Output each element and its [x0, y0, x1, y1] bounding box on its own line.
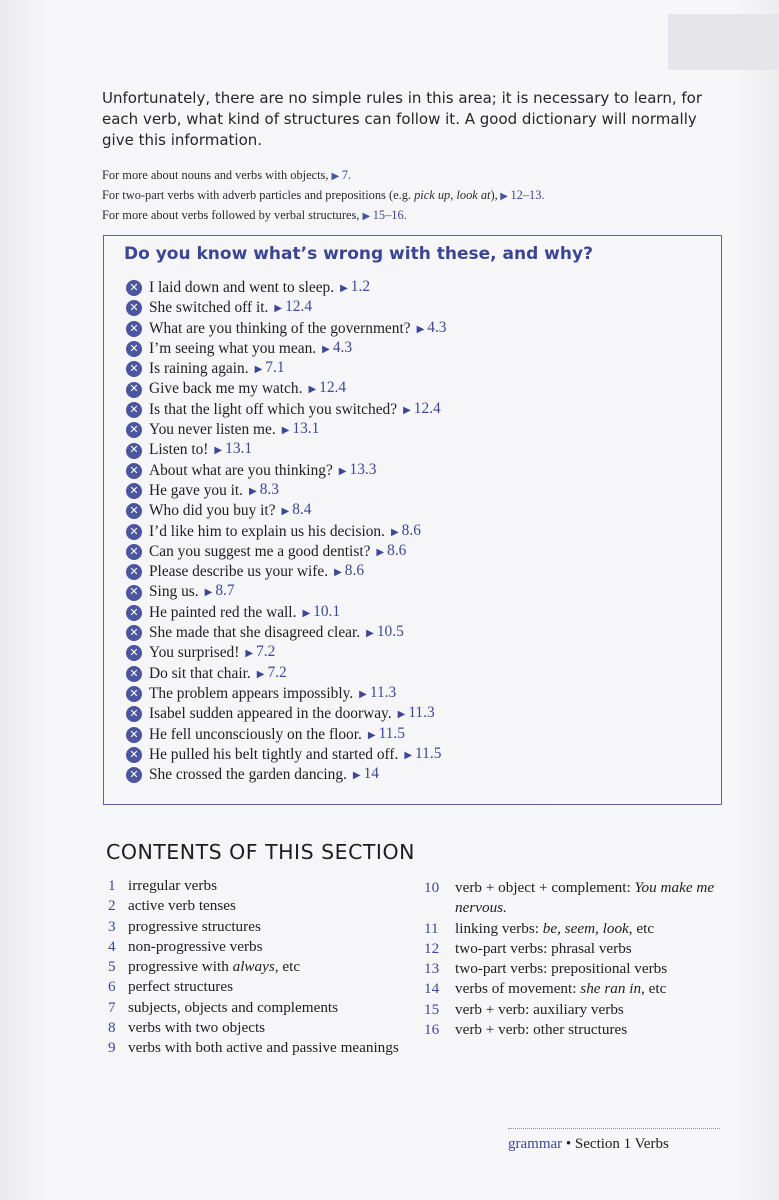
triangle-right-icon: ▶: [416, 323, 425, 335]
reference-text: For more about nouns and verbs with objects,: [102, 168, 332, 182]
reference-number: 7.2: [267, 663, 287, 681]
entry-text: verbs with two objects: [128, 1019, 266, 1037]
entry-text: two-part verbs: prepositional verbs: [455, 960, 668, 978]
entry-number: 7: [108, 998, 116, 1016]
triangle-right-icon: ▶: [366, 628, 374, 640]
triangle-right-icon: ▶: [362, 211, 373, 222]
wrong-sentence: Is raining again.: [149, 360, 249, 378]
cross-reference-line: [102, 186, 722, 206]
contents-column-right: [424, 878, 734, 1040]
triangle-right-icon: ▶: [254, 364, 263, 376]
triangle-right-icon: ▶: [308, 384, 317, 396]
entry-title: [455, 878, 734, 919]
entry-title: [128, 917, 428, 937]
contents-entry: [108, 1018, 428, 1038]
triangle-right-icon: ▶: [331, 171, 342, 182]
reference-number: 10.1: [313, 602, 341, 620]
list-item: [126, 623, 447, 643]
entry-text: verb + verb: other structures: [455, 1021, 628, 1039]
list-item: [126, 603, 447, 623]
x-circle-icon: ✕: [126, 361, 142, 377]
intro-paragraph: Unfortunately, there are no simple rules in this area; it is necessary to learn, for each verb, what kind of structures can follow it. A good dictionary will normally give this information.: [102, 89, 702, 149]
entry-example: You make me nervous.: [455, 879, 715, 917]
wrong-sentence: She crossed the garden dancing.: [149, 766, 347, 784]
list-item: [126, 643, 447, 663]
reference-number: 14: [363, 765, 379, 783]
section-reference: [245, 642, 275, 664]
list-item: [126, 298, 447, 318]
entry-example: she ran in: [580, 980, 642, 998]
entry-title: [455, 979, 734, 999]
entry-text: irregular verbs: [128, 877, 217, 894]
entry-text: subjects, objects and complements: [128, 998, 339, 1016]
x-circle-icon: ✕: [126, 503, 142, 519]
wrong-sentence: Give back me my watch.: [149, 380, 303, 398]
section-reference: [339, 460, 377, 482]
wrong-sentence: Is that the light off which you switched?: [149, 400, 398, 418]
list-item: [126, 664, 447, 684]
list-item: [126, 359, 447, 379]
x-circle-icon: ✕: [126, 727, 142, 743]
list-item: [126, 704, 447, 724]
entry-title: [455, 1020, 734, 1040]
x-circle-icon: ✕: [126, 463, 142, 479]
footer-tag: grammar: [508, 1136, 563, 1152]
x-circle-icon: ✕: [126, 443, 142, 459]
entry-text: verb + object + complement:: [455, 879, 635, 896]
contents-entry: [424, 979, 734, 999]
wrong-sentence: Who did you buy it?: [149, 502, 276, 520]
entry-number: 1: [108, 877, 116, 894]
reference-number: 8.3: [259, 480, 279, 498]
entry-number: 3: [108, 917, 116, 935]
section-reference: [366, 622, 404, 644]
contents-column-left: [108, 876, 428, 1059]
triangle-right-icon: ▶: [340, 283, 348, 294]
reference-number: 7.2: [256, 643, 276, 661]
contents-entry: [108, 917, 428, 937]
triangle-right-icon: ▶: [376, 546, 385, 558]
section-reference: [404, 744, 441, 766]
list-item: [126, 400, 447, 420]
reference-number: 11.5: [415, 744, 442, 762]
reference-number: 12.4: [319, 379, 347, 397]
x-circle-icon: ✕: [126, 645, 142, 661]
entry-title: [455, 919, 734, 939]
wrong-sentence: About what are you thinking?: [149, 461, 333, 479]
triangle-right-icon: ▶: [497, 191, 511, 202]
reference-number: 12.4: [285, 298, 313, 316]
reference-number: 4.3: [427, 318, 447, 336]
reference-number: 8.6: [387, 541, 407, 559]
section-reference: [308, 378, 346, 400]
reference-number: 13.1: [292, 420, 320, 438]
triangle-right-icon: ▶: [367, 729, 376, 741]
reference-number: 13.1: [225, 440, 253, 458]
reference-number: 11.5: [378, 724, 405, 742]
reference-text: For two-part verbs with adverb particles and prepositions (e.g.: [102, 188, 415, 202]
entry-title: [128, 998, 428, 1018]
contents-entry: [108, 1038, 428, 1058]
wrong-sentence: What are you thinking of the government?: [149, 319, 411, 337]
triangle-right-icon: ▶: [390, 526, 399, 538]
triangle-right-icon: ▶: [274, 303, 283, 315]
entry-number: 5: [108, 958, 116, 976]
wrong-sentence: He painted red the wall.: [149, 603, 297, 621]
entry-title: [128, 957, 428, 977]
footer-separator: •: [565, 1136, 572, 1152]
entry-number: 14: [424, 980, 440, 998]
x-circle-icon: ✕: [126, 483, 142, 499]
x-circle-icon: ✕: [126, 544, 142, 560]
section-reference: [398, 703, 435, 725]
entry-number: 15: [424, 1000, 440, 1018]
wrong-sentence: Can you suggest me a good dentist?: [149, 542, 371, 560]
x-circle-icon: ✕: [126, 300, 142, 316]
reference-number: 10.5: [376, 623, 404, 641]
entry-text: linking verbs:: [455, 919, 543, 937]
entry-text: active verb tenses: [128, 897, 236, 915]
triangle-right-icon: ▶: [245, 648, 254, 660]
list-item: [126, 339, 447, 359]
section-reference: [322, 338, 352, 360]
entry-title: [128, 876, 428, 896]
entry-number: 11: [424, 919, 439, 937]
list-item: [126, 562, 447, 582]
section-reference: [340, 277, 370, 299]
section-reference: [205, 581, 235, 603]
entry-text: verbs with both active and passive meanings: [128, 1039, 399, 1057]
contents-entry: [424, 1000, 734, 1020]
entry-title: [128, 937, 428, 957]
section-corner-tab: [668, 14, 779, 70]
x-circle-icon: ✕: [126, 402, 142, 418]
list-item: [126, 278, 447, 298]
entry-title: [455, 1000, 734, 1020]
triangle-right-icon: ▶: [334, 567, 342, 579]
triangle-right-icon: ▶: [302, 607, 311, 619]
reference-target: 7.: [341, 168, 352, 182]
wrong-sentence: I’m seeing what you mean.: [149, 339, 317, 357]
entry-title: [128, 896, 428, 916]
entry-title: [128, 1038, 428, 1058]
entry-text: verb + verb: auxiliary verbs: [455, 1000, 624, 1018]
section-reference: [391, 521, 421, 543]
x-circle-icon: ✕: [126, 422, 142, 438]
section-reference: [353, 764, 379, 786]
reference-target: 12–13.: [510, 188, 545, 202]
x-circle-icon: ✕: [126, 767, 142, 783]
list-item: [126, 461, 447, 481]
entry-number: 16: [424, 1021, 440, 1039]
list-item: [126, 765, 447, 785]
list-item: [126, 684, 447, 704]
wrong-sentence: I’d like him to explain us his decision.: [149, 522, 385, 540]
wrong-sentence-list: [126, 278, 447, 785]
wrong-sentence: She switched off it.: [149, 299, 269, 317]
x-circle-icon: ✕: [126, 382, 142, 398]
list-item: [126, 501, 447, 521]
entry-text: , etc: [274, 958, 301, 976]
section-reference: [334, 561, 364, 583]
cross-reference-line: [102, 206, 722, 226]
entry-text: progressive structures: [128, 917, 261, 935]
list-item: [126, 481, 447, 501]
entry-text: verbs of movement:: [455, 980, 581, 998]
contents-entry: [424, 919, 734, 939]
triangle-right-icon: ▶: [204, 587, 213, 599]
list-item: [126, 542, 447, 562]
triangle-right-icon: ▶: [322, 343, 330, 355]
contents-entry: [108, 896, 428, 916]
box-title: Do you know what’s wrong with these, and why?: [124, 244, 593, 264]
wrong-sentence: You surprised!: [149, 644, 240, 662]
entry-text: , etc: [641, 980, 667, 998]
wrong-sentence: The problem appears impossibly.: [149, 684, 354, 702]
entry-text: two-part verbs: phrasal verbs: [455, 939, 632, 957]
contents-entry: [424, 1020, 734, 1040]
triangle-right-icon: ▶: [338, 465, 347, 477]
entry-number: 6: [108, 978, 116, 996]
entry-number: 12: [424, 939, 440, 957]
reference-number: 8.6: [401, 521, 421, 539]
contents-entry: [424, 878, 734, 919]
x-circle-icon: ✕: [126, 524, 142, 540]
x-circle-icon: ✕: [126, 747, 142, 763]
list-item: [126, 440, 447, 460]
reference-number: 12.4: [413, 399, 441, 417]
contents-entry: [108, 937, 428, 957]
section-reference: [417, 318, 447, 340]
x-circle-icon: ✕: [126, 666, 142, 682]
wrong-sentence: Do sit that chair.: [149, 664, 251, 682]
section-reference: [282, 500, 312, 522]
x-circle-icon: ✕: [126, 341, 142, 357]
contents-entry: [424, 939, 734, 959]
list-item: [126, 420, 447, 440]
entry-number: 9: [108, 1039, 116, 1057]
contents-entry: [424, 959, 734, 979]
entry-title: [455, 959, 734, 979]
wrong-sentence: Isabel sudden appeared in the doorway.: [149, 705, 392, 723]
entry-title: [455, 939, 734, 959]
list-item: [126, 522, 447, 542]
running-footer: [508, 1136, 669, 1153]
reference-number: 1.2: [350, 278, 371, 295]
entry-number: 8: [108, 1019, 116, 1037]
triangle-right-icon: ▶: [397, 709, 406, 721]
section-reference: [257, 663, 287, 685]
reference-target: 15–16.: [372, 208, 407, 222]
wrong-sentence: She made that she disagreed clear.: [149, 624, 361, 642]
entry-number: 4: [108, 937, 116, 955]
entry-text: non-progressive verbs: [128, 937, 263, 955]
list-item: [126, 319, 447, 339]
entry-example: always: [232, 958, 275, 976]
list-item: [126, 725, 447, 745]
wrong-sentence: I laid down and went to sleep.: [149, 279, 335, 296]
contents-heading: CONTENTS OF THIS SECTION: [106, 840, 415, 864]
triangle-right-icon: ▶: [256, 668, 265, 680]
cross-reference-line: [102, 166, 722, 186]
list-item: [126, 745, 447, 765]
wrong-sentence: He fell unconsciously on the floor.: [149, 725, 362, 743]
triangle-right-icon: ▶: [249, 485, 257, 497]
x-circle-icon: ✕: [126, 585, 142, 601]
entry-text: progressive with: [128, 958, 233, 976]
x-circle-icon: ✕: [126, 706, 142, 722]
entry-number: 13: [424, 960, 440, 978]
list-item: [126, 582, 447, 602]
x-circle-icon: ✕: [126, 564, 142, 580]
contents-entry: [108, 998, 428, 1018]
contents-entry: [108, 977, 428, 997]
section-reference: [249, 480, 279, 502]
wrong-sentence: He pulled his belt tightly and started off.: [149, 745, 399, 763]
entry-example: be, seem, look: [542, 919, 629, 937]
triangle-right-icon: ▶: [404, 749, 413, 761]
footer-rule: [508, 1128, 720, 1129]
entry-number: 2: [108, 897, 116, 915]
section-reference: [255, 358, 285, 380]
x-circle-icon: ✕: [126, 686, 142, 702]
footer-section: Section 1 Verbs: [574, 1136, 669, 1152]
wrong-sentence: Sing us.: [149, 583, 199, 601]
reference-number: 8.7: [215, 582, 235, 600]
reference-number: 13.3: [349, 460, 377, 478]
triangle-right-icon: ▶: [214, 445, 223, 457]
wrong-sentence: Listen to!: [149, 441, 209, 459]
entry-title: [128, 977, 428, 997]
contents-entry: [108, 957, 428, 977]
wrong-sentence: You never listen me.: [149, 421, 276, 439]
error-quiz-box: [103, 235, 722, 805]
section-reference: [214, 439, 252, 461]
x-circle-icon: ✕: [126, 280, 142, 296]
reference-example: pick up, look at: [414, 188, 491, 202]
section-reference: [359, 683, 396, 705]
wrong-sentence: Please describe us your wife.: [149, 563, 329, 581]
triangle-right-icon: ▶: [359, 688, 367, 700]
reference-number: 7.1: [265, 359, 285, 377]
reference-number: 4.3: [332, 338, 353, 356]
entry-title: [128, 1018, 428, 1038]
section-reference: [376, 541, 406, 563]
reference-number: 8.6: [344, 562, 365, 580]
cross-references: [102, 166, 722, 226]
wrong-sentence: He gave you it.: [149, 481, 244, 499]
x-circle-icon: ✕: [126, 625, 142, 641]
list-item: [126, 379, 447, 399]
contents-entry: [108, 876, 428, 896]
entry-number: 10: [424, 879, 440, 896]
triangle-right-icon: ▶: [281, 506, 290, 518]
entry-text: perfect structures: [128, 978, 233, 996]
x-circle-icon: ✕: [126, 605, 142, 621]
reference-number: 11.3: [408, 704, 435, 722]
section-reference: [302, 602, 340, 624]
section-reference: [274, 297, 312, 319]
section-reference: [368, 724, 405, 746]
triangle-right-icon: ▶: [281, 425, 290, 437]
entry-text: , etc: [628, 919, 655, 937]
triangle-right-icon: ▶: [352, 770, 361, 782]
reference-text: For more about verbs followed by verbal structures,: [102, 208, 363, 222]
triangle-right-icon: ▶: [403, 404, 411, 416]
reference-number: 8.4: [292, 501, 312, 519]
reference-number: 11.3: [369, 683, 397, 701]
x-circle-icon: ✕: [126, 321, 142, 337]
section-reference: [282, 419, 320, 441]
section-reference: [403, 399, 441, 421]
reference-text-tail: ),: [490, 188, 498, 202]
